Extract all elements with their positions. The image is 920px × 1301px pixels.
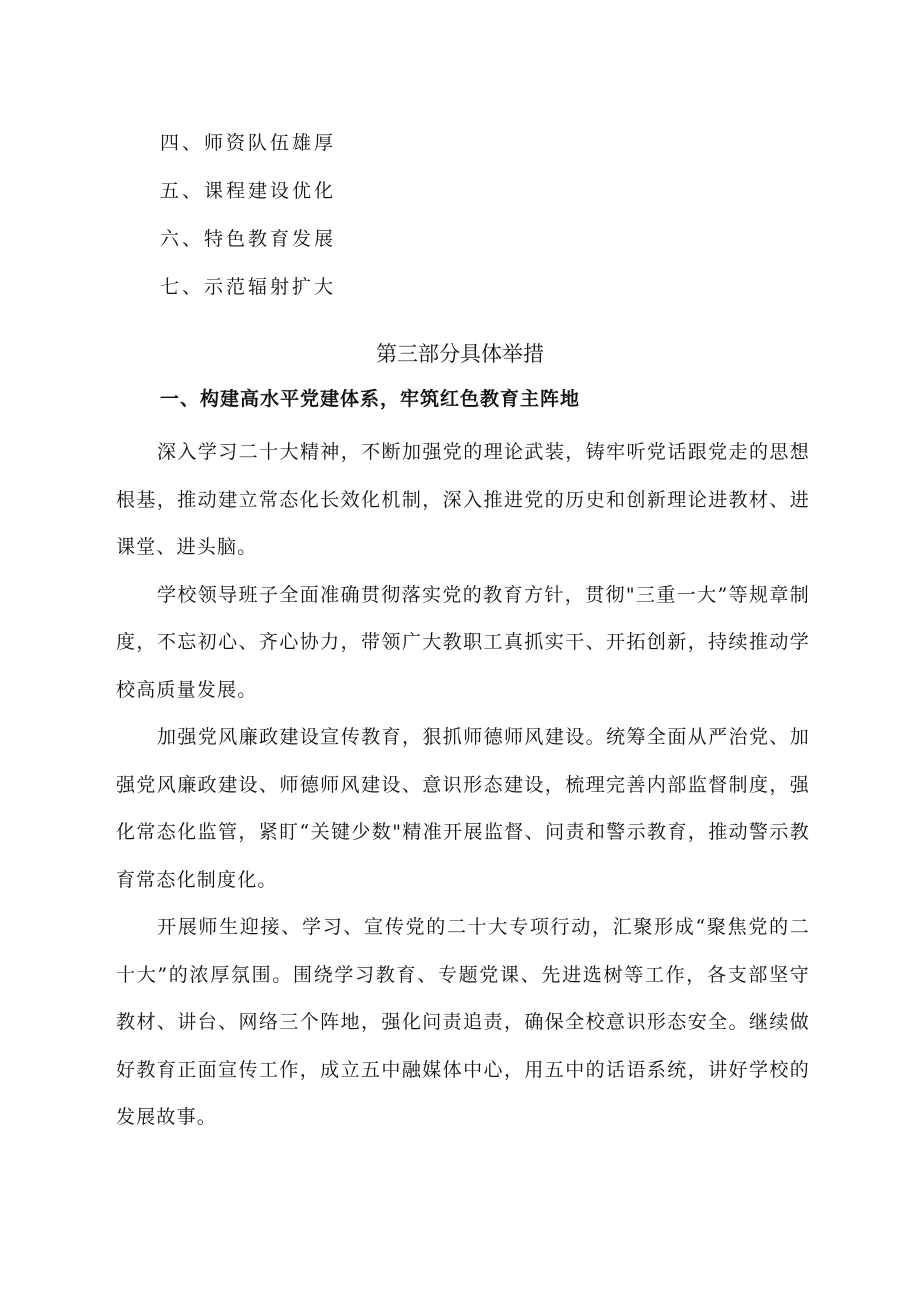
list-item: 四、师资队伍雄厚 [160, 132, 337, 154]
list-item: 五、课程建设优化 [160, 180, 337, 202]
paragraph: 加强党风廉政建设宣传教育，狠抓师德师风建设。统筹全面从严治党、加强党风廉政建设、师德师风建设、意识形态建设，梳理完善内部监督制度，强化常态化监管，紧盯“关键少数"精准开展监督、问责和警示教育，推动警示教育常态化制度化。 [116, 726, 810, 891]
goal-list [160, 131, 336, 323]
paragraph: 深入学习二十大精神，不断加强党的理论武装，铸牢听党话跟党走的思想根基，推动建立常态化长效化机制，深入推进党的历史和创新理论进教材、进课堂、进头脑。 [116, 441, 810, 558]
section-title: 第三部分具体举措 [376, 342, 544, 366]
list-item: 七、示范辐射扩大 [160, 276, 337, 298]
sub-heading: 一、构建高水平党建体系，牢筑红色教育主阵地 [160, 388, 581, 410]
body-text [116, 429, 810, 1142]
paragraph: 开展师生迎接、学习、宣传党的二十大专项行动，汇聚形成“聚焦党的二十大”的浓厚氛围。围绕学习教育、专题党课、先进选树等工作，各支部坚守教材、讲台、网络三个阵地，强化问责追责，确保全校意识形态安全。继续做好教育正面宣传工作，成立五中融媒体中心，用五中的话语系统，讲好学校的发展故事。 [116, 916, 810, 1128]
paragraph: 学校领导班子全面准确贯彻落实党的教育方针，贯彻"三重一大”等规章制度，不忘初心、齐心协力，带领广大教职工真抓实干、开拓创新，持续推动学校高质量发展。 [116, 583, 810, 701]
list-item: 六、特色教育发展 [160, 228, 337, 250]
